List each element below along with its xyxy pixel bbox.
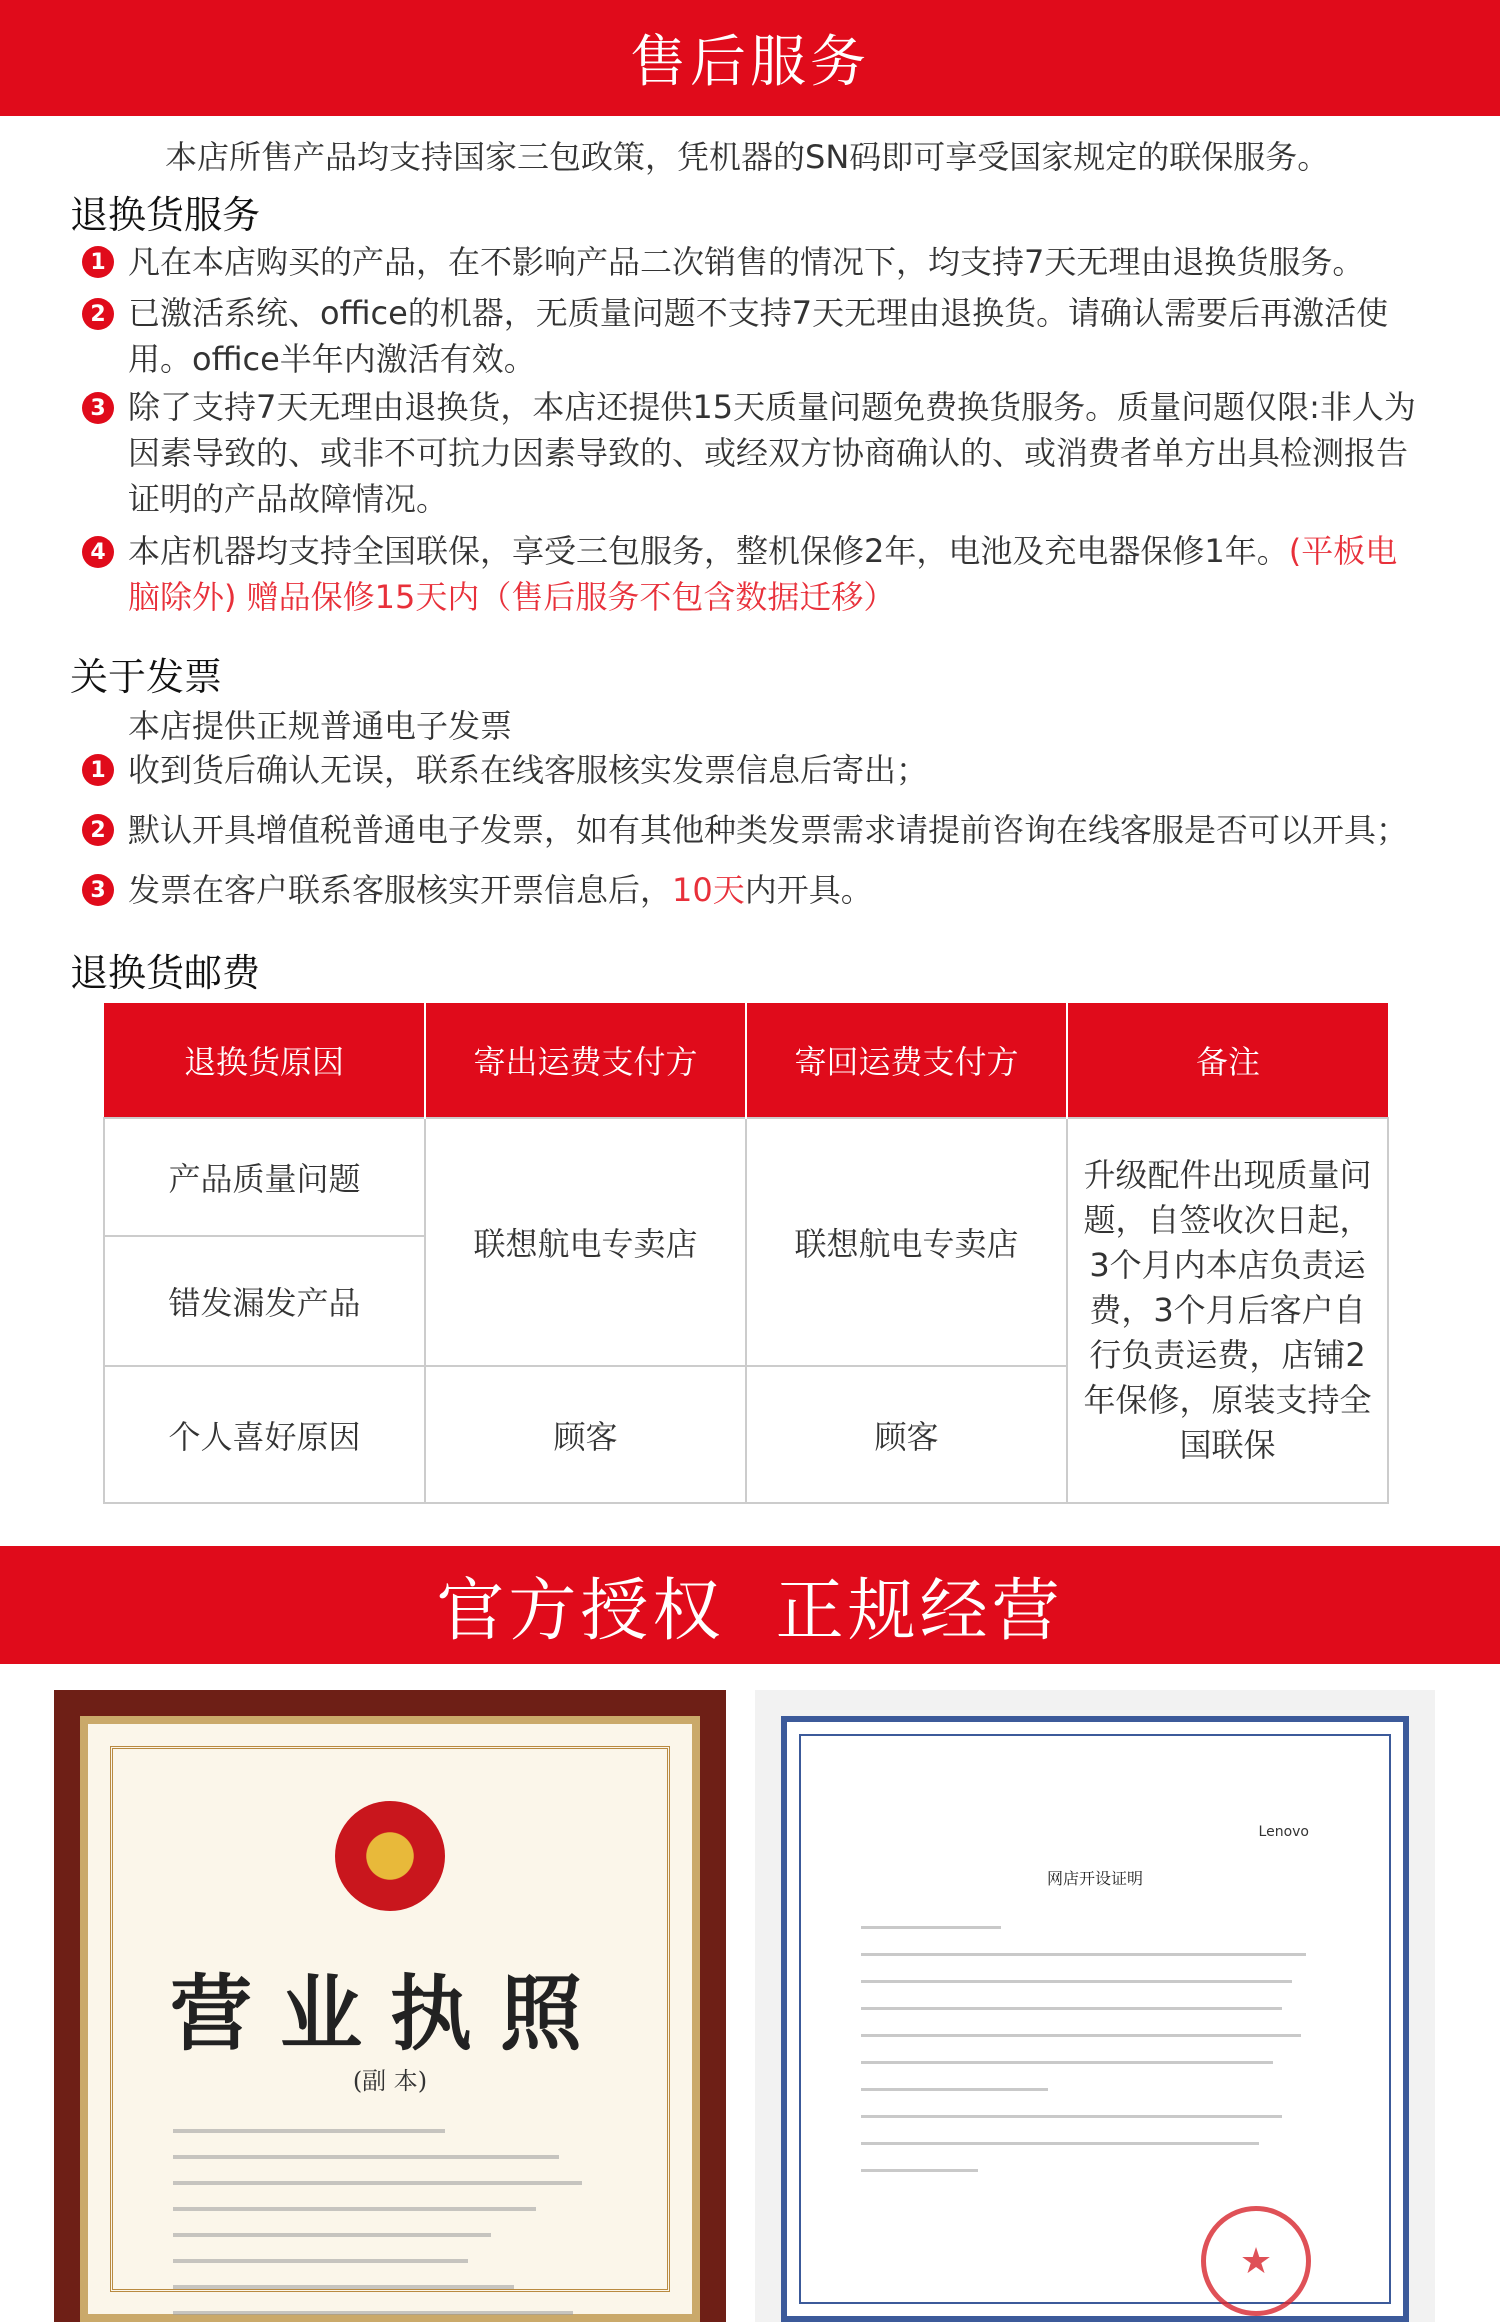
invoice-badge-2: 2 xyxy=(82,814,114,846)
invoice-badge-1: 1 xyxy=(82,754,114,786)
after-sales-title: 售后服务 xyxy=(630,30,870,95)
number-badge-3: 3 xyxy=(82,392,114,424)
postage-heading: 退换货邮费 xyxy=(70,951,261,995)
national-emblem-icon xyxy=(335,1801,445,1911)
returns-item-2: 已激活系统、office的机器，无质量问题不支持7天无理由退换货。请确认需要后再激活使 用。office半年内激活有效。 xyxy=(128,294,1389,378)
send-payer-cell: 顾客 xyxy=(425,1366,746,1503)
certificate-title: 网店开设证明 xyxy=(1046,1869,1143,1888)
license-paper xyxy=(80,1716,700,2322)
invoice-item-3: 发票在客户联系客服核实开票信息后，10天内开具。 xyxy=(128,871,873,909)
after-sales-banner xyxy=(0,0,1500,116)
returns-heading: 退换货服务 xyxy=(70,193,261,237)
invoice-badge-3: 3 xyxy=(82,874,114,906)
header-reason: 退换货原因 xyxy=(104,1003,425,1118)
invoice-item-2: 默认开具增值税普通电子发票，如有其他种类发票需求请提前咨询在线客服是否可以开具； xyxy=(128,811,1409,849)
license-text-lines xyxy=(173,2129,627,2322)
header-note: 备注 xyxy=(1067,1003,1388,1118)
license-title: 营业执照 xyxy=(169,1966,610,2062)
header-return-payer: 寄回运费支付方 xyxy=(746,1003,1067,1118)
note-cell: 升级配件出现质量问题，自签收次日起，3个月内本店负责运费，3个月后客户自行负责运费，店铺2年保修，原装支持全国联保 xyxy=(1067,1118,1388,1503)
number-badge-4: 4 xyxy=(82,536,114,568)
postage-table xyxy=(103,1003,1389,1504)
number-badge-1: 1 xyxy=(82,246,114,278)
returns-item-4: 本店机器均支持全国联保，享受三包服务，整机保修2年，电池及充电器保修1年。(平板电 脑除外) 赠品保修15天内（售后服务不包含数据迁移） xyxy=(128,532,1398,616)
certificate-text-lines xyxy=(861,1926,1329,2196)
business-license-image xyxy=(54,1690,726,2322)
return-payer-cell: 联想航电专卖店 xyxy=(746,1118,1067,1366)
invoice-item-1: 收到货后确认无误，联系在线客服核实发票信息后寄出； xyxy=(128,751,929,789)
invoice-heading: 关于发票 xyxy=(70,655,223,699)
header-send-payer: 寄出运费支付方 xyxy=(425,1003,746,1118)
invoice-intro: 本店提供正规普通电子发票 xyxy=(128,707,513,745)
returns-item-3: 除了支持7天无理由退换货，本店还提供15天质量问题免费换货服务。质量问题仅限:非人为 因素导致的、或非不可抗力因素导致的、或经双方协商确认的、或消费者单方出具检测报告 证明的产品故障情况。 xyxy=(128,388,1416,518)
send-payer-cell: 联想航电专卖店 xyxy=(425,1118,746,1366)
company-seal-icon xyxy=(1201,2206,1311,2316)
table-header-row xyxy=(104,1003,1388,1118)
table-row xyxy=(104,1118,1388,1236)
license-subtitle: (副 本) xyxy=(352,2067,428,2095)
certificate-paper xyxy=(781,1716,1409,2322)
store-certificate-image xyxy=(755,1690,1435,2322)
reason-cell: 产品质量问题 xyxy=(104,1118,425,1236)
number-badge-2: 2 xyxy=(82,298,114,330)
return-payer-cell: 顾客 xyxy=(746,1366,1067,1503)
authorization-banner xyxy=(0,1546,1500,1664)
authorization-title: 官方授权 正规经营 xyxy=(436,1571,1064,1651)
reason-cell: 个人喜好原因 xyxy=(104,1366,425,1503)
lenovo-logo: Lenovo xyxy=(1258,1824,1309,1840)
reason-cell: 错发漏发产品 xyxy=(104,1236,425,1366)
returns-item-1: 凡在本店购买的产品，在不影响产品二次销售的情况下，均支持7天无理由退换货服务。 xyxy=(128,243,1365,281)
three-guarantee-intro: 本店所售产品均支持国家三包政策，凭机器的SN码即可享受国家规定的联保服务。 xyxy=(165,138,1330,176)
